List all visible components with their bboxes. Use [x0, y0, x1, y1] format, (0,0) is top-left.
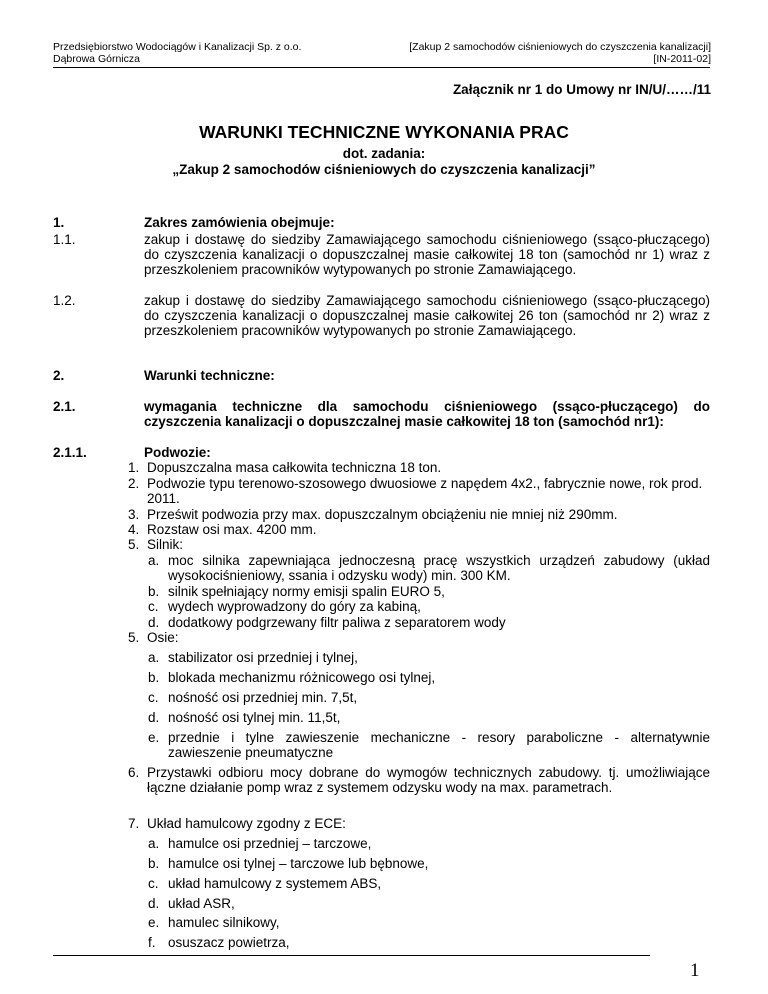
- list-item: Silnik:: [147, 537, 184, 552]
- sub-item-letter: a.: [148, 553, 160, 568]
- sub-item-letter: a.: [148, 650, 160, 665]
- list-item-number: 5.: [128, 630, 140, 645]
- sub-item-letter: e.: [148, 915, 160, 930]
- sub-item-letter: c.: [148, 690, 159, 705]
- header-document-code: [IN-2011-02]: [653, 53, 711, 65]
- sub-item-letter: c.: [148, 599, 159, 614]
- footer-divider: [53, 955, 650, 956]
- sub-item-letter: d.: [148, 710, 160, 725]
- page-number: 1: [690, 960, 700, 981]
- section-1-heading: Zakres zamówienia obejmuje:: [144, 215, 335, 230]
- list-item: Podwozie typu terenowo-szosowego dwuosiowe z napędem 4x2., fabrycznie nowe, rok prod. 2011.: [147, 476, 703, 507]
- sub-item: układ hamulcowy z systemem ABS,: [168, 876, 382, 891]
- sub-item-letter: a.: [148, 836, 160, 851]
- sub-item: dodatkowy podgrzewany filtr paliwa z separatorem wody: [168, 615, 506, 630]
- list-item-number: 1.: [128, 460, 140, 475]
- sub-item: wydech wyprowadzony do góry za kabiną,: [168, 599, 421, 614]
- sub-item: blokada mechanizmu różnicowego osi tylnej,: [168, 670, 436, 685]
- item-1-2-text: zakup i dostawę do siedziby Zamawiającego samochodu ciśnieniowego (ssąco-płuczącego) do czyszczenia kanalizacji o dopuszczalnej masie całkowitej 26 ton (samochód nr 2) wraz z przeszkoleniem pracowników wytypowanych po stronie Zamawiającego.: [144, 293, 710, 339]
- section-2-1-number: 2.1.: [53, 399, 76, 414]
- list-item: Osie:: [147, 630, 179, 645]
- list-item-number: 6.: [128, 765, 140, 780]
- sub-item: hamulec silnikowy,: [168, 915, 280, 930]
- header-company-city: Dąbrowa Górnicza: [53, 53, 140, 65]
- sub-item-letter: d.: [148, 896, 160, 911]
- list-item-number: 2.: [128, 476, 140, 491]
- sub-item: moc silnika zapewniająca jednoczesną pracę wszystkich urządzeń zabudowy (układ wysokociśnieniowy, ssania i odzysku wody) min. 300 KM.: [168, 553, 710, 584]
- list-item: Dopuszczalna masa całkowita techniczna 18 ton.: [147, 460, 442, 475]
- sub-item: przednie i tylne zawieszenie mechaniczne - resory paraboliczne - alternatywnie zawieszenie pneumatyczne: [168, 730, 710, 761]
- sub-item: hamulce osi przedniej – tarczowe,: [168, 836, 372, 851]
- sub-item-letter: b.: [148, 670, 160, 685]
- item-1-2-number: 1.2.: [53, 293, 76, 308]
- list-item-number: 5.: [128, 537, 140, 552]
- subtitle-task: dot. zadania:: [342, 146, 426, 161]
- sub-item: hamulce osi tylnej – tarczowe lub bębnowe,: [168, 856, 429, 871]
- header-document: [409, 41, 711, 65]
- annex-label: Załącznik nr 1 do Umowy nr IN/U/……/11: [452, 82, 711, 97]
- section-2-1-1-number: 2.1.1.: [53, 445, 87, 460]
- section-2-1-text: wymagania techniczne dla samochodu ciśnieniowego (ssąco-płuczącego) do czyszczenia kanalizacji o dopuszczalnej masie całkowitej 18 ton (samochód nr1):: [144, 399, 710, 430]
- header-divider: [53, 67, 710, 68]
- header-company: [53, 41, 301, 65]
- sub-item-letter: c.: [148, 876, 159, 891]
- list-item-number: 3.: [128, 507, 140, 522]
- list-item-number: 7.: [128, 816, 140, 831]
- section-1-number: 1.: [53, 215, 65, 230]
- page-title: WARUNKI TECHNICZNE WYKONANIA PRAC: [199, 122, 569, 142]
- section-2-heading: Warunki techniczne:: [144, 368, 275, 383]
- item-1-1-text: zakup i dostawę do siedziby Zamawiającego samochodu ciśnieniowego (ssąco-płuczącego) do czyszczenia kanalizacji o dopuszczalnej masie całkowitej 18 ton (samochód nr 1) wraz z przeszkoleniem pracowników wytypowanych po stronie Zamawiającego.: [144, 232, 710, 278]
- list-item: Prześwit podwozia przy max. dopuszczalnym obciążeniu nie mniej niż 290mm.: [147, 507, 618, 522]
- list-item: Układ hamulcowy zgodny z ECE:: [147, 816, 346, 831]
- list-item-number: 4.: [128, 522, 140, 537]
- sub-item: nośność osi tylnej min. 11,5t,: [168, 710, 341, 725]
- sub-item-letter: f.: [148, 935, 156, 950]
- list-item: Przystawki odbioru mocy dobrane do wymogów technicznych zabudowy. tj. umożliwiające łączne działanie pomp wraz z systemem odzysku wody na max. parametrach.: [147, 765, 710, 796]
- section-2-number: 2.: [53, 368, 65, 383]
- subtitle-task-name: „Zakup 2 samochodów ciśnieniowych do czyszczenia kanalizacji”: [172, 162, 596, 177]
- section-2-1-1-heading: Podwozie:: [144, 445, 211, 460]
- sub-item-letter: e.: [148, 730, 160, 745]
- item-1-1-number: 1.1.: [53, 232, 76, 247]
- sub-item: silnik spełniający normy emisji spalin EURO 5,: [168, 584, 445, 599]
- sub-item-letter: d.: [148, 615, 160, 630]
- header-document-title: [Zakup 2 samochodów ciśnieniowych do czyszczenia kanalizacji]: [409, 41, 711, 53]
- sub-item: nośność osi przedniej min. 7,5t,: [168, 690, 358, 705]
- sub-item: stabilizator osi przedniej i tylnej,: [168, 650, 358, 665]
- sub-item: osuszacz powietrza,: [168, 935, 290, 950]
- sub-item-letter: b.: [148, 584, 160, 599]
- sub-item: układ ASR,: [168, 896, 235, 911]
- list-item: Rozstaw osi max. 4200 mm.: [147, 522, 317, 537]
- sub-item-letter: b.: [148, 856, 160, 871]
- header-company-name: Przedsiębiorstwo Wodociągów i Kanalizacji Sp. z o.o.: [53, 41, 302, 53]
